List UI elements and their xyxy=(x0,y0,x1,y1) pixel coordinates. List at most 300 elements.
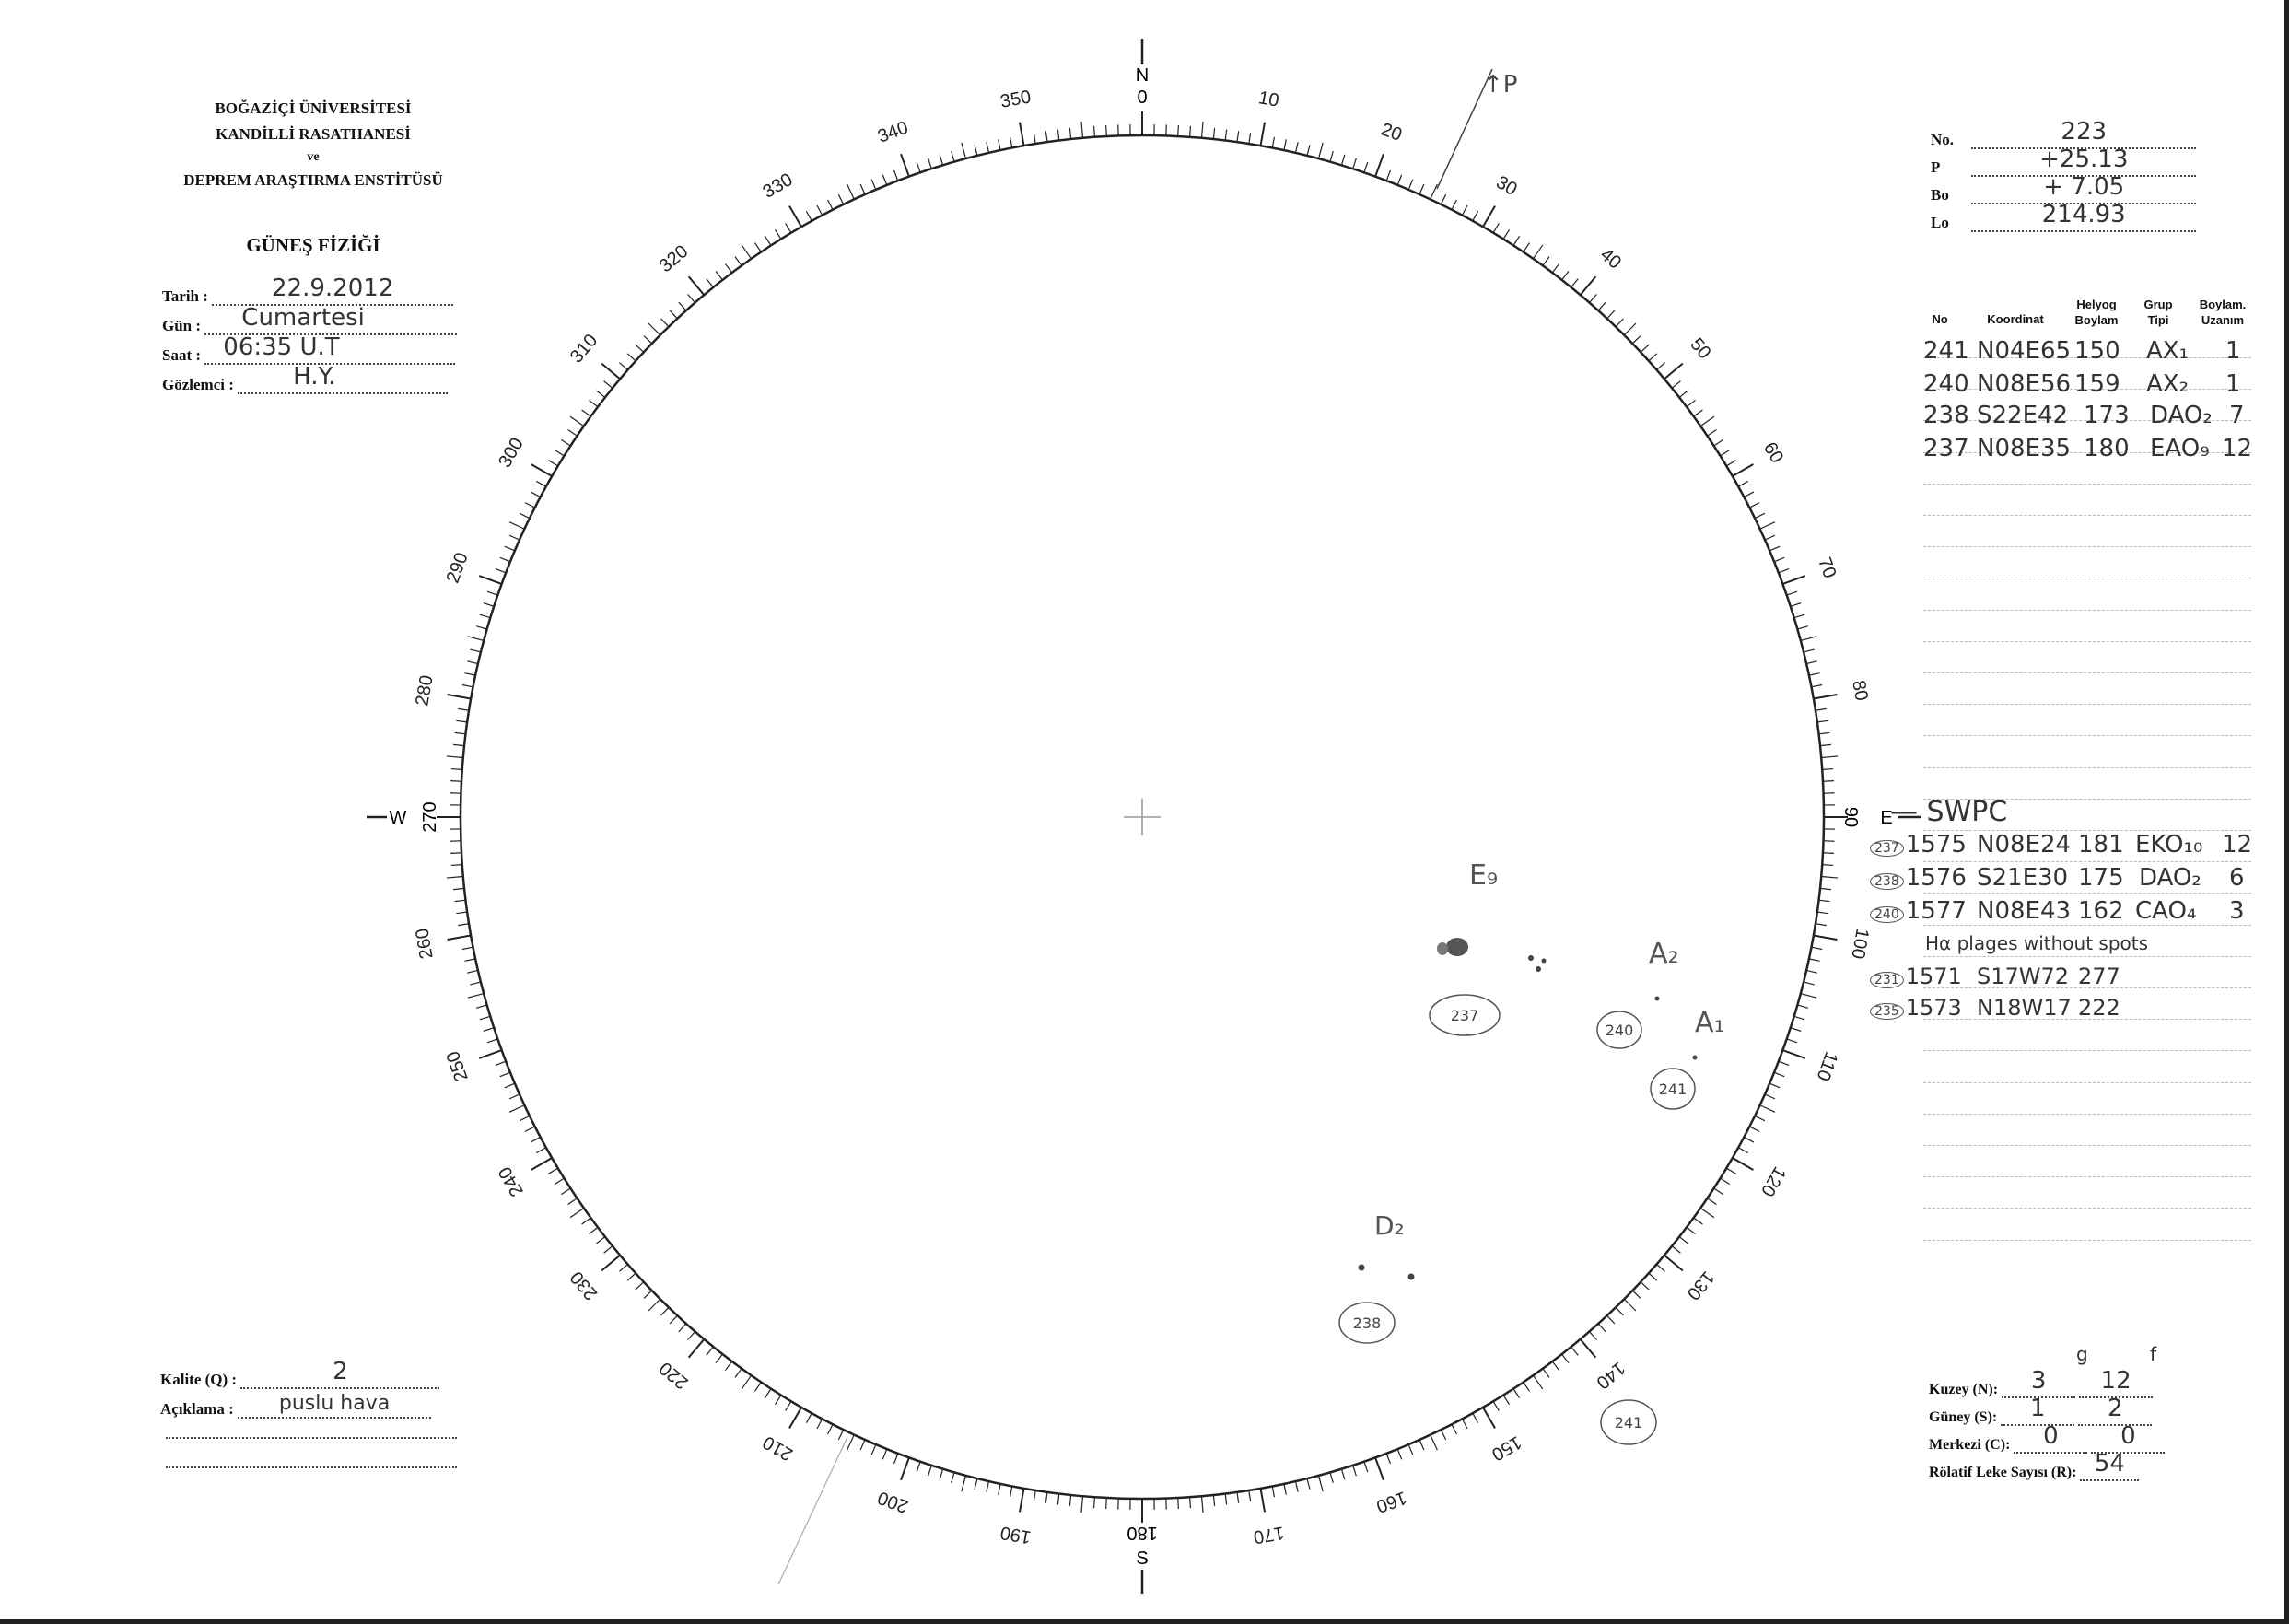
row-no: 238 xyxy=(1923,402,1969,429)
disk-tick xyxy=(1081,1496,1083,1513)
disk-tick xyxy=(1779,1061,1789,1065)
disk-tick xyxy=(525,1127,535,1131)
count-relative-row xyxy=(1929,1450,2139,1481)
sunspot-a2 xyxy=(1655,997,1660,1001)
disk-tick xyxy=(589,400,598,406)
disk-tick xyxy=(962,143,966,158)
disk-tick xyxy=(1319,143,1324,158)
disk-tick xyxy=(561,1188,570,1195)
disk-tick xyxy=(754,1382,761,1391)
disk-tick xyxy=(707,1347,714,1355)
disk-tick xyxy=(1616,1307,1623,1315)
disk-degree-label: 160 xyxy=(1373,1487,1409,1517)
note-line xyxy=(166,1466,457,1468)
disk-tick xyxy=(1694,410,1703,416)
disk-degree-label: 310 xyxy=(566,330,602,368)
count-south-g: 1 xyxy=(2029,1395,2046,1422)
day-label: Gün : xyxy=(162,317,202,334)
disk-tick xyxy=(548,1168,557,1174)
disk-tick xyxy=(1533,1375,1542,1389)
observer-label: Gözlemci : xyxy=(162,376,234,393)
disk-tick xyxy=(568,1198,578,1205)
quality-field xyxy=(160,1358,439,1389)
disk-tick xyxy=(627,1273,636,1280)
disk-degree-label: 150 xyxy=(1488,1431,1525,1465)
disk-tick xyxy=(1589,294,1596,302)
disk-tick xyxy=(1794,614,1804,618)
disk-tick xyxy=(1483,1408,1495,1429)
disk-tick xyxy=(589,1227,598,1233)
disk-tick xyxy=(470,982,481,985)
disk-tick xyxy=(1749,1127,1759,1131)
east-degree: 90 xyxy=(1840,806,1861,828)
disk-tick xyxy=(688,1331,695,1339)
plage-ref: 235 xyxy=(1870,1003,1904,1020)
disk-tick xyxy=(1822,865,1833,866)
disk-tick xyxy=(1811,947,1822,949)
row-type: EAO₉ xyxy=(2150,435,2210,462)
disk-tick xyxy=(570,1208,584,1217)
count-north-label: Kuzey (N): xyxy=(1929,1382,1999,1397)
row-coord: S22E42 xyxy=(1977,402,2069,429)
north-letter: N xyxy=(1135,65,1150,86)
ephemeris-bo-label: Bo xyxy=(1931,186,1949,204)
disk-tick xyxy=(688,294,695,302)
disk-tick xyxy=(742,245,751,259)
swpc-coord: N08E43 xyxy=(1977,897,2072,925)
plage-long: 277 xyxy=(2078,964,2120,989)
disk-tick xyxy=(1801,637,1816,641)
disk-tick xyxy=(561,439,570,446)
disk-tick xyxy=(1726,461,1735,466)
row-extent: 1 xyxy=(2225,370,2241,398)
disk-tick xyxy=(505,1083,515,1088)
disk-tick xyxy=(555,450,564,456)
p-axis-label: ↑P xyxy=(1483,71,1518,99)
disk-tick xyxy=(455,732,466,733)
swpc-long: 175 xyxy=(2078,864,2124,892)
disk-tick xyxy=(1190,126,1191,137)
disk-tick xyxy=(1755,1116,1765,1120)
disk-degree-label: 300 xyxy=(495,434,528,472)
count-north-f: 12 xyxy=(2100,1367,2131,1395)
swpc-extent: 6 xyxy=(2229,864,2245,892)
observer-value: H.Y. xyxy=(293,363,336,391)
disk-tick xyxy=(570,416,584,426)
disk-tick xyxy=(1045,1492,1047,1503)
disk-tick xyxy=(1624,323,1636,335)
count-center-g: 0 xyxy=(2043,1422,2059,1450)
disk-tick xyxy=(786,1401,791,1410)
disk-tick xyxy=(1774,1072,1784,1076)
disk-tick xyxy=(1738,1148,1747,1153)
disk-tick xyxy=(1057,130,1058,141)
disk-tick xyxy=(786,223,791,232)
disk-tick xyxy=(806,211,812,220)
sunspot-d2 xyxy=(1408,1274,1415,1280)
count-relative-label: Rölatif Leke Sayısı (R): xyxy=(1929,1465,2077,1480)
disk-tick xyxy=(1364,1462,1368,1472)
disk-tick xyxy=(568,429,578,436)
disk-tick xyxy=(670,1315,677,1324)
swpc-no: 1575 xyxy=(1905,831,1967,859)
disk-degree-label: 280 xyxy=(412,673,438,707)
disk-tick xyxy=(1714,439,1723,446)
disk-tick xyxy=(1809,959,1820,961)
disk-tick xyxy=(531,464,553,476)
disk-tick xyxy=(1779,569,1789,573)
count-north-g: 3 xyxy=(2030,1367,2047,1395)
disk-degree-label: 110 xyxy=(1812,1048,1842,1084)
disk-tick xyxy=(1821,876,1838,878)
swpc-ref: 238 xyxy=(1870,873,1904,890)
disk-tick xyxy=(496,1061,506,1065)
disk-tick xyxy=(1034,1490,1035,1501)
disk-tick xyxy=(1809,673,1820,675)
disk-tick xyxy=(1787,591,1797,595)
disk-tick xyxy=(1656,363,1664,370)
disk-tick xyxy=(548,461,557,466)
disk-degree-label: 260 xyxy=(412,927,438,961)
disk-tick xyxy=(1020,123,1024,146)
disk-tick xyxy=(448,695,472,699)
disk-tick xyxy=(1774,557,1784,561)
disk-tick xyxy=(1319,1476,1324,1491)
disk-tick xyxy=(789,1408,801,1429)
disk-tick xyxy=(1632,336,1641,344)
disk-tick xyxy=(1045,131,1047,142)
disk-tick xyxy=(1353,1466,1357,1476)
disk-tick xyxy=(447,876,463,878)
disk-tick xyxy=(1571,1347,1579,1355)
disk-tick xyxy=(1733,464,1754,476)
disk-tick xyxy=(1694,1218,1703,1224)
ephemeris-lo-value: 214.93 xyxy=(2041,201,2126,228)
disk-tick xyxy=(1733,1158,1754,1170)
disk-tick xyxy=(458,708,469,710)
disk-tick xyxy=(476,1005,487,1008)
plage-coord: N18W17 xyxy=(1977,995,2072,1021)
disk-tick xyxy=(1272,137,1274,148)
count-g-header: g xyxy=(2076,1343,2088,1365)
disk-degree-label: 60 xyxy=(1758,438,1788,467)
disk-tick xyxy=(707,279,714,287)
label-a1: A₁ xyxy=(1695,1007,1725,1039)
disk-tick xyxy=(453,744,464,745)
west-letter: W xyxy=(389,808,407,828)
disk-tick xyxy=(828,1424,833,1434)
label-d2: D₂ xyxy=(1374,1210,1405,1241)
disk-tick xyxy=(1260,1489,1265,1513)
disk-tick xyxy=(952,151,954,162)
disk-tick xyxy=(1178,125,1179,136)
disk-tick xyxy=(596,391,604,397)
disk-tick xyxy=(860,1440,865,1450)
disk-tick xyxy=(1755,513,1765,518)
disk-tick xyxy=(505,546,515,551)
sunspot xyxy=(1528,955,1534,961)
disk-tick xyxy=(828,200,833,210)
disk-tick xyxy=(661,319,669,327)
disk-tick xyxy=(1804,649,1815,652)
disk-tick xyxy=(716,1354,722,1362)
disk-tick xyxy=(1797,1005,1808,1008)
disk-degree-label: 220 xyxy=(655,1357,693,1394)
disk-tick xyxy=(1769,1083,1780,1088)
disk-tick xyxy=(1649,1273,1657,1280)
disk-tick xyxy=(1687,1227,1696,1233)
disk-tick xyxy=(776,1396,781,1405)
disk-tick xyxy=(1782,576,1804,584)
disk-tick xyxy=(1581,276,1596,295)
disk-tick xyxy=(1641,345,1649,352)
disk-tick xyxy=(817,1419,823,1429)
disk-tick xyxy=(1057,1493,1058,1504)
disk-tick xyxy=(1513,1389,1520,1398)
disk-tick xyxy=(1473,211,1478,220)
disk-tick xyxy=(1581,1339,1596,1358)
disk-tick xyxy=(601,1256,620,1271)
disk-tick xyxy=(1806,970,1817,973)
disk-tick xyxy=(1700,416,1714,426)
disk-tick xyxy=(1571,279,1579,287)
disk-degree-label: 240 xyxy=(495,1163,528,1200)
disk-tick xyxy=(1386,170,1390,181)
disk-tick xyxy=(1295,1481,1298,1492)
disk-tick xyxy=(448,935,472,940)
disk-tick xyxy=(1503,229,1509,239)
disk-tick xyxy=(1823,853,1834,854)
disk-tick xyxy=(1533,245,1542,259)
disk-degree-label: 170 xyxy=(1252,1522,1286,1548)
disk-tick xyxy=(468,994,484,999)
disk-tick xyxy=(999,1484,1000,1495)
disk-tick xyxy=(476,626,487,629)
disk-tick xyxy=(1744,492,1754,497)
ephemeris-no-label: No. xyxy=(1931,131,1955,148)
disk-tick xyxy=(1552,263,1559,273)
disk-tick xyxy=(725,1361,731,1371)
count-center-f: 0 xyxy=(2120,1422,2136,1450)
disk-tick xyxy=(1760,522,1775,530)
disk-tick xyxy=(1295,142,1298,153)
disk-tick xyxy=(1034,133,1035,144)
disk-tick xyxy=(1664,364,1683,380)
disk-tick xyxy=(1738,481,1747,486)
disk-tick xyxy=(962,1476,966,1491)
disk-tick xyxy=(1801,994,1816,999)
row-long: 159 xyxy=(2074,370,2120,398)
disk-tick xyxy=(847,1435,855,1450)
disk-tick xyxy=(447,756,463,758)
disk-tick xyxy=(1364,162,1368,172)
swpc-type: DAO₂ xyxy=(2139,864,2201,892)
disk-degree-label: 200 xyxy=(875,1487,911,1517)
disk-tick xyxy=(1817,912,1828,914)
disk-tick xyxy=(1341,155,1345,165)
disk-tick xyxy=(1081,122,1083,138)
disk-tick xyxy=(1672,1246,1680,1254)
disk-tick xyxy=(1419,184,1424,194)
disk-tick xyxy=(1562,271,1569,279)
row-no: 237 xyxy=(1923,435,1969,462)
disk-tick xyxy=(1284,139,1286,150)
row-extent: 7 xyxy=(2229,402,2245,429)
disk-tick xyxy=(1714,1188,1723,1195)
disk-tick xyxy=(1408,180,1413,190)
count-south-f: 2 xyxy=(2107,1395,2123,1422)
disk-tick xyxy=(1503,1396,1509,1405)
disk-tick xyxy=(999,139,1000,150)
disk-tick xyxy=(940,1469,943,1479)
count-f-header: f xyxy=(2150,1343,2157,1365)
disk-tick xyxy=(1353,158,1357,169)
disk-tick xyxy=(1260,123,1265,146)
swpc-note: Hα plages without spots xyxy=(1925,932,2149,954)
disk-degree-label: 350 xyxy=(999,87,1033,112)
disk-tick xyxy=(765,1389,771,1398)
disk-tick xyxy=(754,243,761,252)
disk-tick xyxy=(467,661,478,664)
disk-tick xyxy=(627,354,636,361)
date-label: Tarih : xyxy=(162,287,208,305)
table-header-coord: Koordinat xyxy=(1987,312,2044,326)
disk-tick xyxy=(468,637,484,641)
row-extent: 12 xyxy=(2222,435,2253,462)
swpc-ref: 237 xyxy=(1870,840,1904,857)
swpc-extent: 12 xyxy=(2222,831,2253,859)
row-type: DAO₂ xyxy=(2150,402,2213,429)
disk-tick xyxy=(1307,1478,1310,1490)
swpc-coord: N08E24 xyxy=(1977,831,2072,859)
disk-tick xyxy=(1818,732,1829,733)
disk-tick xyxy=(604,381,613,389)
disk-tick xyxy=(456,912,467,914)
disk-tick xyxy=(838,194,843,204)
disk-tick xyxy=(1524,243,1530,252)
department-title: GÜNEŞ FİZİĞİ xyxy=(246,234,380,256)
disk-degree-label: 320 xyxy=(655,240,693,277)
count-relative-value: 54 xyxy=(2094,1450,2125,1478)
ephemeris-no-value: 223 xyxy=(2061,118,2108,146)
sunspot-a1 xyxy=(1693,1056,1698,1060)
disk-tick xyxy=(636,1282,644,1290)
disk-tick xyxy=(462,947,473,949)
disk-tick xyxy=(1749,503,1759,508)
swpc-ref: 240 xyxy=(1870,906,1904,923)
disk-tick xyxy=(1284,1484,1286,1495)
day-value: Cumartesi xyxy=(241,304,365,332)
table-header-long: Helyog Boylam xyxy=(2074,298,2119,327)
disk-tick xyxy=(1552,1361,1559,1371)
circle-241-label: 241 xyxy=(1658,1081,1688,1098)
disk-tick xyxy=(1782,1050,1804,1058)
disk-tick xyxy=(1483,206,1495,228)
sunspot xyxy=(1536,966,1541,972)
disk-tick xyxy=(1823,781,1834,782)
disk-tick xyxy=(1641,1282,1649,1290)
disk-tick xyxy=(509,1105,524,1113)
disk-degree-label: 340 xyxy=(875,117,911,147)
disk-degree-label: 70 xyxy=(1814,555,1840,581)
east-letter: E xyxy=(1880,808,1893,828)
disk-tick xyxy=(451,769,462,770)
swpc-long: 181 xyxy=(2078,831,2124,859)
disk-tick xyxy=(1431,184,1438,199)
disk-tick xyxy=(987,142,989,153)
swpc-long: 162 xyxy=(2078,897,2124,925)
disk-tick xyxy=(847,184,855,199)
west-degree: 270 xyxy=(420,801,440,833)
disk-tick xyxy=(1020,1489,1024,1513)
disk-tick xyxy=(1237,131,1239,142)
table-header-no: No xyxy=(1932,312,1948,326)
disk-tick xyxy=(776,229,781,239)
disk-degree-label: 120 xyxy=(1757,1163,1790,1200)
disk-tick xyxy=(1473,1413,1478,1422)
disk-tick xyxy=(901,154,909,176)
disk-tick xyxy=(509,522,524,530)
disk-tick xyxy=(458,924,469,926)
disk-tick xyxy=(1010,1486,1012,1497)
disk-tick xyxy=(500,1072,510,1076)
disk-tick xyxy=(1700,1208,1714,1217)
disk-tick xyxy=(644,336,652,344)
disk-degree-label: 20 xyxy=(1378,119,1405,146)
swpc-type: EKO₁₀ xyxy=(2135,831,2203,859)
time-label: Saat : xyxy=(162,346,202,364)
disk-tick xyxy=(480,1016,490,1020)
disk-tick xyxy=(1513,236,1520,245)
time-value: 06:35 U.T xyxy=(223,333,340,361)
plage-ref: 231 xyxy=(1870,972,1904,988)
disk-degree-label: 130 xyxy=(1682,1267,1719,1304)
disk-degree-label: 210 xyxy=(759,1431,797,1465)
disk-degree-label: 290 xyxy=(442,550,473,586)
row-type: AX₁ xyxy=(2146,337,2190,365)
disk-tick xyxy=(894,1454,898,1464)
disk-tick xyxy=(975,1478,977,1490)
circle-237-label: 237 xyxy=(1450,1007,1479,1024)
disk-tick xyxy=(1419,1440,1424,1450)
disk-tick xyxy=(509,1094,520,1099)
disk-tick xyxy=(604,1246,613,1254)
disk-tick xyxy=(1462,1419,1467,1429)
disk-tick xyxy=(1094,1497,1095,1508)
disk-tick xyxy=(536,481,545,486)
disk-tick xyxy=(520,513,530,518)
disk-degree-label: 100 xyxy=(1847,927,1873,961)
disk-tick xyxy=(1820,744,1831,745)
south-degree: 180 xyxy=(1127,1523,1158,1543)
disk-tick xyxy=(1330,1472,1333,1483)
disk-tick xyxy=(1225,1493,1226,1504)
disk-tick xyxy=(1607,310,1615,319)
disk-tick xyxy=(467,970,478,973)
disk-tick xyxy=(742,1375,751,1389)
disk-tick xyxy=(1375,154,1384,176)
disk-tick xyxy=(1493,1401,1499,1410)
disk-tick xyxy=(619,363,627,370)
disk-tick xyxy=(817,205,823,216)
disk-tick xyxy=(1375,1457,1384,1479)
disk-tick xyxy=(871,1444,876,1455)
disk-tick xyxy=(1721,1178,1730,1184)
sunspot-d2 xyxy=(1359,1265,1365,1271)
disk-tick xyxy=(1821,756,1838,758)
row-coord: N08E56 xyxy=(1977,370,2072,398)
disk-degree-label: 80 xyxy=(1848,678,1872,703)
